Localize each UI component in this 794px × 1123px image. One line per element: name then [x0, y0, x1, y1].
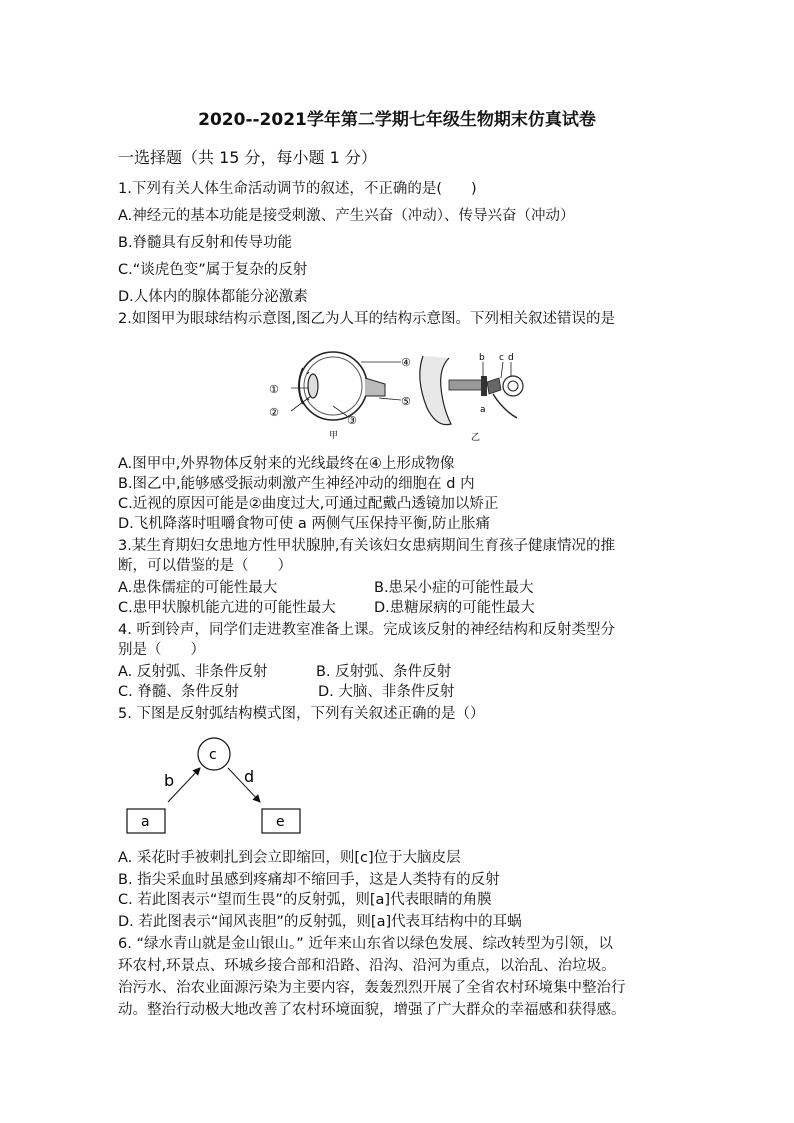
q2-stem: 2.如图甲为眼球结构示意图,图乙为人耳的结构示意图。下列相关叙述错误的是: [118, 311, 615, 327]
q5-option-d: D. 若此图表示“闻风丧胆”的反射弧，则[a]代表耳结构中的耳蜗: [118, 914, 522, 930]
q1-option-d: D.人体内的腺体都能分泌激素: [118, 289, 308, 305]
arrow-b-label: b: [164, 771, 175, 790]
q3-option-b: B.患呆小症的可能性最大: [374, 580, 534, 596]
q3-option-d: D.患糖尿病的可能性最大: [374, 600, 535, 616]
q2-option-b: B.图乙中,能够感受振动刺激产生神经冲动的细胞在 d 内: [118, 476, 475, 492]
eye-caption: 甲: [329, 431, 339, 441]
q6-line-4: 动。整治行动极大地改善了农村环境面貌，增强了广大群众的幸福感和获得感。: [118, 1002, 626, 1018]
q1-option-a: A.神经元的基本功能是接受刺激、产生兴奋（冲动）、传导兴奋（冲动）: [118, 208, 575, 224]
q4-stem-line2: 别是（ ）: [118, 642, 205, 658]
arrow-d-label: d: [244, 767, 255, 786]
ear-caption: 乙: [471, 433, 481, 443]
q1-option-c: C.“谈虎色变”属于复杂的反射: [118, 262, 308, 278]
eye-label-5: ⑤: [401, 395, 411, 408]
section-heading: 一选择题（共 15 分，每小题 1 分）: [118, 148, 377, 167]
q2-option-c: C.近视的原因可能是②曲度过大,可通过配戴凸透镜加以矫正: [118, 496, 499, 512]
q3-stem-line2: 断，可以借鉴的是（ ）: [118, 558, 292, 574]
exam-title: 2020--2021学年第二学期七年级生物期末仿真试卷: [198, 110, 596, 130]
q4-option-d: D. 大脑、非条件反射: [318, 684, 455, 700]
node-a-label: a: [141, 814, 150, 830]
q3-stem-line1: 3.某生育期妇女患地方性甲状腺肿,有关该妇女患病期间生育孩子健康情况的推: [118, 538, 615, 554]
q5-stem: 5. 下图是反射弧结构模式图，下列有关叙述正确的是（）: [118, 706, 485, 722]
q6-line-2: 环农村,环景点、环城乡接合部和沿路、沿沟、沿河为重点，以治乱、治垃圾。: [118, 958, 616, 974]
eye-label-3: ③: [347, 414, 357, 427]
eye-label-2: ②: [269, 406, 279, 419]
q1-stem: 1.下列有关人体生命活动调节的叙述，不正确的是( ): [118, 181, 477, 197]
ear-label-c: c: [499, 353, 504, 363]
q3-option-a: A.患侏儒症的可能性最大: [118, 580, 278, 596]
eye-ear-figure: [255, 338, 535, 446]
ear-label-d: d: [508, 353, 514, 363]
q4-option-c: C. 脊髓、条件反射: [118, 684, 239, 700]
q4-option-a: A. 反射弧、非条件反射: [118, 664, 268, 680]
q2-option-a: A.图甲中,外界物体反射来的光线最终在④上形成物像: [118, 456, 455, 472]
q4-stem-line1: 4. 听到铃声，同学们走进教室准备上课。完成该反射的神经结构和反射类型分: [118, 622, 615, 638]
q6-line-1: 6. “绿水青山就是金山银山。” 近年来山东省以绿色发展、综改转型为引领，以: [118, 936, 613, 952]
q3-option-c: C.患甲状腺机能亢进的可能性最大: [118, 600, 336, 616]
q5-option-c: C. 若此图表示“望而生畏”的反射弧，则[a]代表眼睛的角膜: [118, 892, 492, 908]
eye-label-1: ①: [269, 383, 279, 396]
q5-option-a: A. 采花时手被刺扎到会立即缩回，则[c]位于大脑皮层: [118, 850, 461, 866]
ear-label-b: b: [479, 353, 485, 363]
node-c-label: c: [209, 747, 217, 763]
eye-label-4: ④: [401, 356, 411, 369]
eye-diagram: [269, 352, 411, 441]
q2-option-d: D.飞机降落时咀嚼食物可使 a 两侧气压保持平衡,防止胀痛: [118, 516, 490, 532]
q5-option-b: B. 指尖采血时虽感到疼痛却不缩回手，这是人类特有的反射: [118, 872, 500, 888]
ear-label-a: a: [480, 405, 486, 415]
q4-option-b: B. 反射弧、条件反射: [316, 664, 452, 680]
q1-option-b: B.脊髓具有反射和传导功能: [118, 235, 293, 251]
node-e-label: e: [276, 814, 285, 830]
ear-diagram: [420, 353, 523, 443]
q6-line-3: 治污水、治农业面源污染为主要内容，轰轰烈烈开展了全省农村环境集中整治行: [118, 980, 626, 996]
reflex-arc-diagram: [120, 732, 320, 836]
